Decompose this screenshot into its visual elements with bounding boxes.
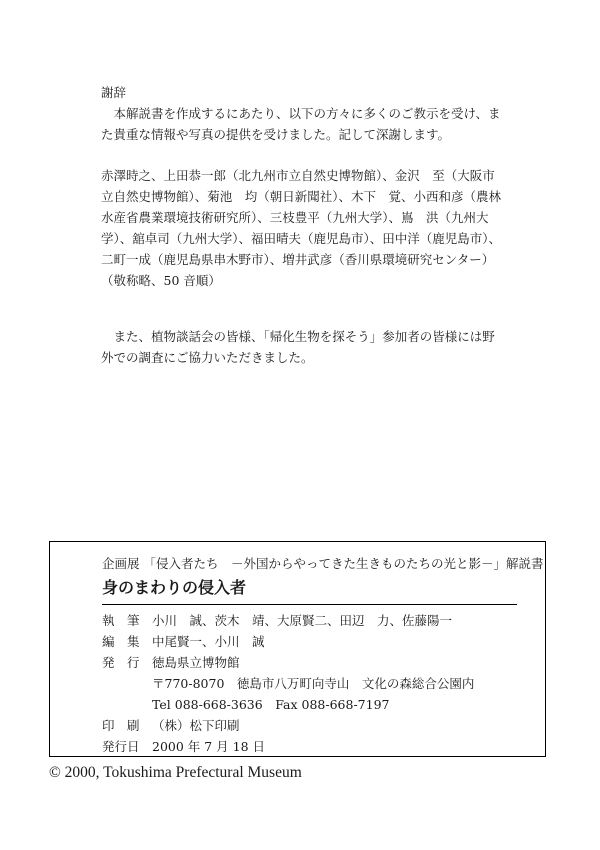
- credit-row-contact: [102, 694, 474, 715]
- acknowledgements-intro: 本解説書を作成するにあたり、以下の方々に多くのご教示を受け、また貴重な情報や写真の提供を受けました。記して深謝します。: [101, 106, 501, 142]
- credit-label: 発 行: [102, 655, 140, 670]
- credit-value: （株）松下印刷: [152, 718, 240, 733]
- credit-row-printer: [102, 715, 474, 736]
- credit-value: Tel 088-668-3636 Fax 088-668-7197: [152, 697, 390, 712]
- credit-row-authors: [102, 610, 474, 631]
- credit-label: 執 筆: [102, 613, 140, 628]
- credit-row-address: [102, 673, 474, 694]
- credit-row-editors: [102, 631, 474, 652]
- credit-value: 中尾賢一、小川 誠: [152, 634, 265, 649]
- credit-value: 2000 年 7 月 18 日: [152, 739, 266, 754]
- credit-value: 〒770-8070 徳島市八万町向寺山 文化の森総合公園内: [152, 676, 475, 691]
- credit-value: 小川 誠、茨木 靖、大原賢二、田辺 力、佐藤陽一: [152, 613, 453, 628]
- credit-label: 印 刷: [102, 718, 140, 733]
- series-title: 企画展 「侵入者たち －外国からやってきた生きものたちの光と影－」解説書: [102, 556, 544, 571]
- credit-label: [102, 673, 152, 694]
- acknowledgements-closing: また、植物談話会の皆様、「帰化生物を探そう」参加者の皆様には野外での調査にご協力いただきました。: [101, 329, 495, 365]
- acknowledgements-heading: 謝辞: [101, 85, 127, 100]
- credit-row-date: [102, 736, 474, 757]
- colophon-box: [49, 541, 546, 757]
- credit-row-publisher: [102, 652, 474, 673]
- credits-list: [102, 610, 474, 757]
- acknowledgements-names-note: （敬称略、50 音順）: [101, 273, 221, 288]
- copyright-notice: © 2000, Tokushima Prefectural Museum: [49, 764, 302, 781]
- acknowledgements-names: 赤澤時之、上田恭一郎（北九州市立自然史博物館）、金沢 至（大阪市立自然史博物館）、菊池 均（朝日新聞社）、木下 覚、小西和彦（農林水産省農業環境技術研究所）、三枝豊平（九州大学）、嶌 洪（九州大学）、舘卓司（九州大学）、福田晴夫（鹿児島市）、田中洋（鹿児島市）、二町一成（鹿児島県串木野市）、増井武彦（香川県環境研究センター）: [101, 168, 502, 267]
- acknowledgements-section: [101, 82, 505, 368]
- divider: [102, 604, 517, 605]
- credit-label: 発行日: [102, 739, 140, 754]
- credit-label: 編 集: [102, 634, 140, 649]
- credit-label: [102, 694, 152, 715]
- book-title: 身のまわりの侵入者: [102, 578, 247, 597]
- credit-value: 徳島県立博物館: [152, 655, 240, 670]
